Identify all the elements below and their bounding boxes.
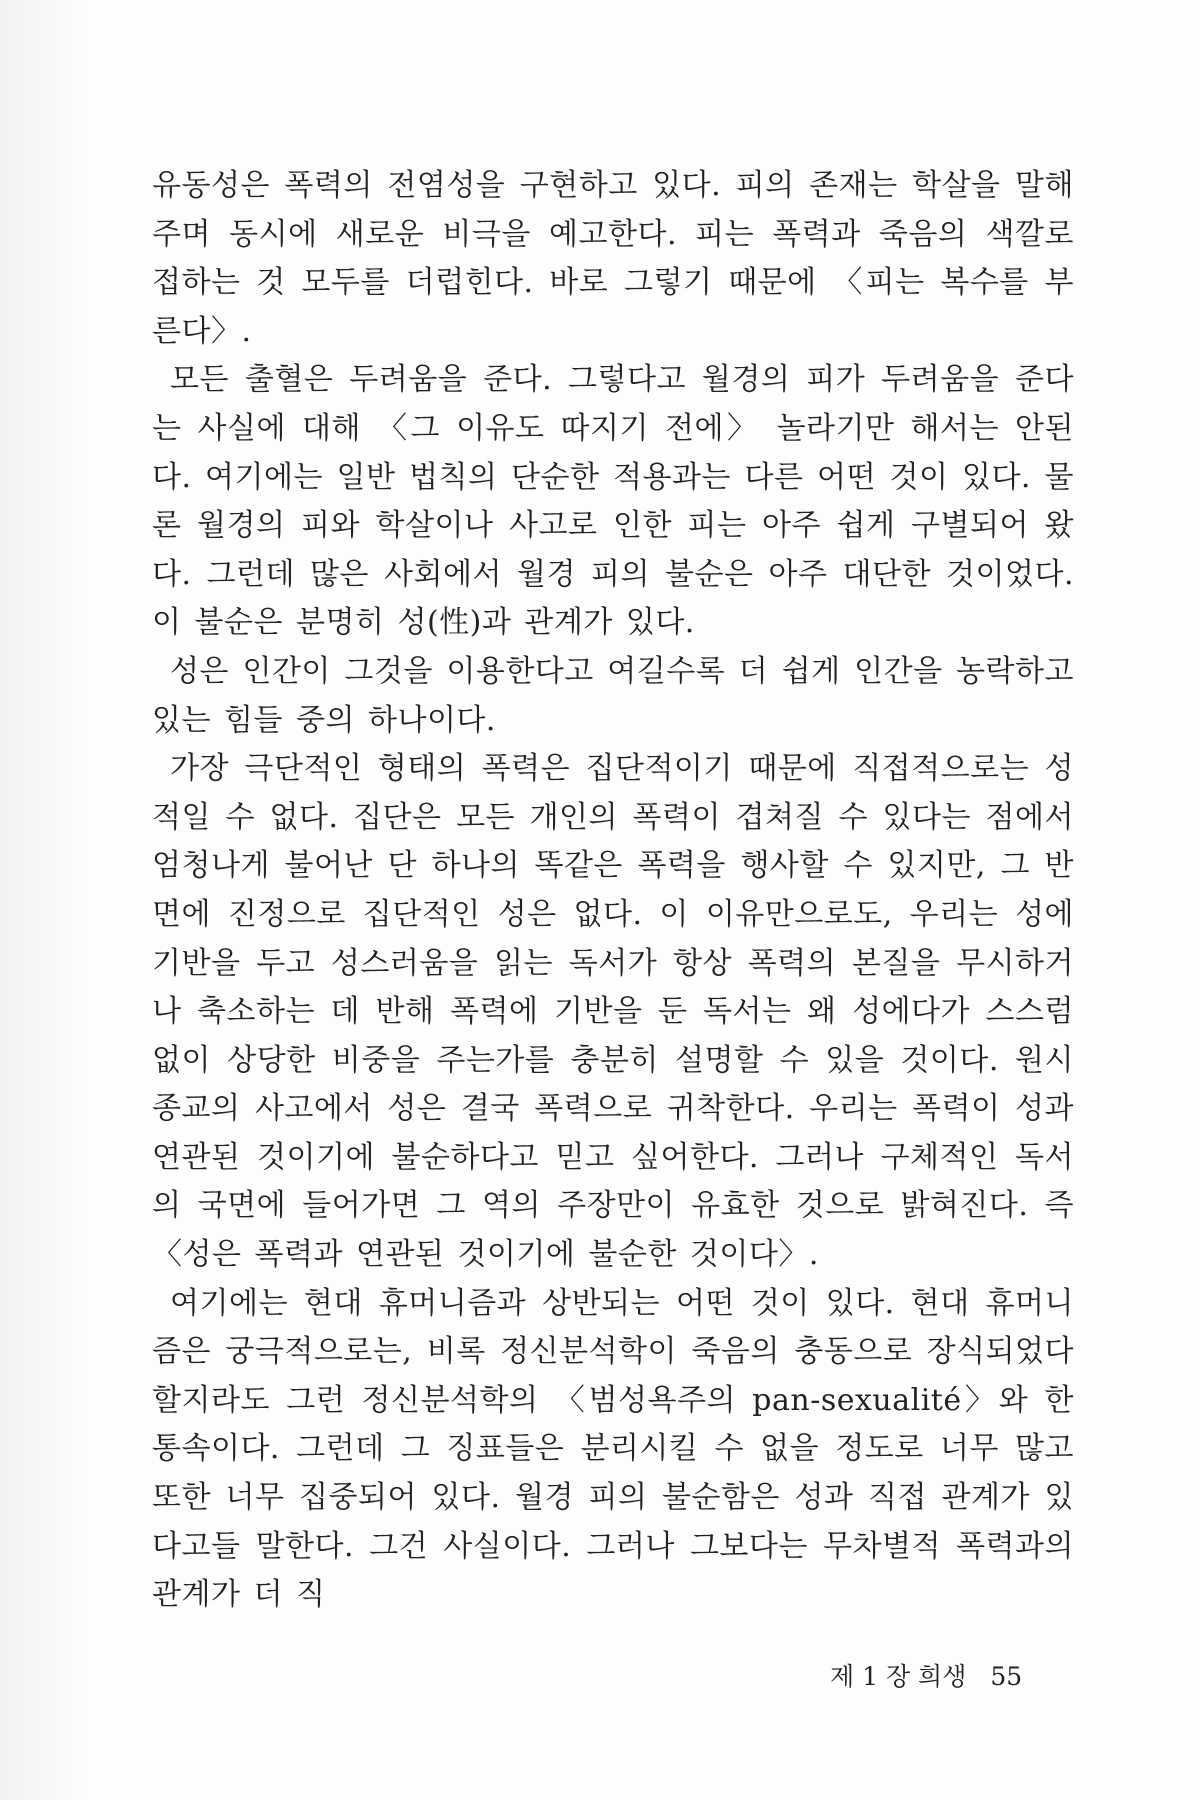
paragraph-5: 여기에는 현대 휴머니즘과 상반되는 어떤 것이 있다. 현대 휴머니즘은 궁극적으로는, 비록 정신분석학이 죽음의 충동으로 장식되었다 할지라도 그런 정신분석학의 〈범성욕주의 pan-sexualité〉와 한 통속이다. 그런데 그 징표들은 분리시킬 수 없을 정도로 너무 많고 또한 너무 집중되어 있다. 월경 피의 불순함은 성과 직접 관계가 있다고들 말한다. 그건 사실이다. 그러나 그보다는 무차별적 폭력과의 관계가 더 직 xyxy=(152,1285,1074,1613)
page-number: 55 xyxy=(990,1662,1023,1691)
paragraph-2: 모든 출혈은 두려움을 준다. 그렇다고 월경의 피가 두려움을 준다는 사실에 대해 〈그 이유도 따지기 전에〉 놀라기만 해서는 안된다. 여기에는 일반 법칙의 단순한 적용과는 다른 어떤 것이 있다. 물론 월경의 피와 학살이나 사고로 인한 피는 아주 쉽게 구별되어 왔다. 그런데 많은 사회에서 월경 피의 불순은 아주 대단한 것이었다. 이 불순은 분명히 성(性)과 관계가 있다. xyxy=(152,362,1074,641)
body-text xyxy=(152,162,1074,1620)
binding-shadow xyxy=(0,0,90,1800)
paragraph-3: 성은 인간이 그것을 이용한다고 여길수록 더 쉽게 인간을 농락하고 있는 힘들 중의 하나이다. xyxy=(152,653,1074,738)
running-footer xyxy=(830,1657,1022,1693)
paragraph-1: 유동성은 폭력의 전염성을 구현하고 있다. 피의 존재는 학살을 말해주며 동시에 새로운 비극을 예고한다. 피는 폭력과 죽음의 색깔로 접하는 것 모두를 더럽힌다. 바로 그렇기 때문에 〈피는 복수를 부른다〉. xyxy=(152,168,1074,349)
paragraph-4: 가장 극단적인 형태의 폭력은 집단적이기 때문에 직접적으로는 성적일 수 없다. 집단은 모든 개인의 폭력이 겹쳐질 수 있다는 점에서 엄청나게 불어난 단 하나의 똑같은 폭력을 행사할 수 있지만, 그 반면에 진정으로 집단적인 성은 없다. 이 이유만으로도, 우리는 성에 기반을 두고 성스러움을 읽는 독서가 항상 폭력의 본질을 무시하거나 축소하는 데 반해 폭력에 기반을 둔 독서는 왜 성에다가 스스럼없이 상당한 비중을 주는가를 충분히 설명할 수 있을 것이다. 원시종교의 사고에서 성은 결국 폭력으로 귀착한다. 우리는 폭력이 성과 연관된 것이기에 불순하다고 믿고 싶어한다. 그러나 구체적인 독서의 국면에 들어가면 그 역의 주장만이 유효한 것으로 밝혀진다. 즉 〈성은 폭력과 연관된 것이기에 불순한 것이다〉. xyxy=(152,751,1074,1273)
chapter-title: 제 1 장 희생 xyxy=(830,1662,967,1691)
